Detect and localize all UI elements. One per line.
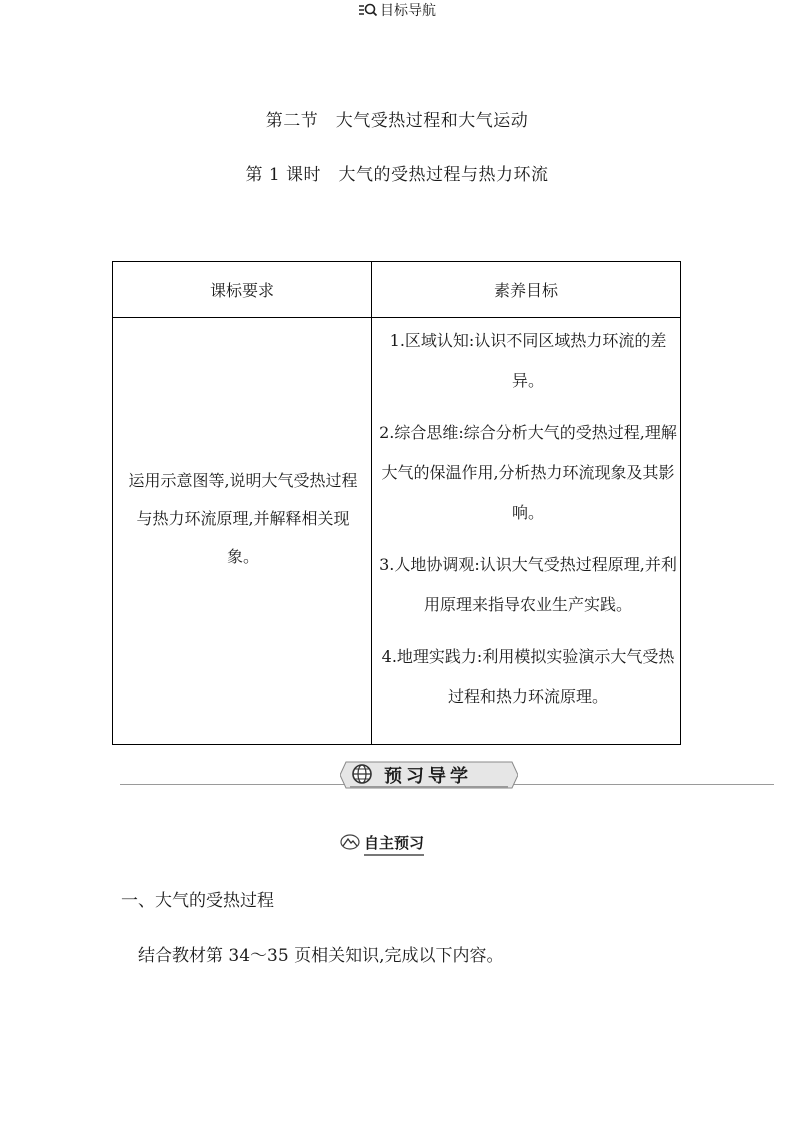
- goals-cell: [377, 321, 679, 729]
- requirement-cell: 运用示意图等,说明大气受热过程与热力环流原理,并解释相关现象。: [128, 471, 358, 566]
- table-header-requirements: 课标要求: [209, 281, 274, 300]
- mountain-icon: [340, 834, 360, 854]
- goal-item: 3.人地协调观:认识大气受热过程原理,并利用原理来指导农业生产实践。: [379, 555, 677, 614]
- self-study-label: 自主预习: [364, 832, 424, 856]
- curriculum-table: [112, 261, 681, 745]
- lesson-title: 第 1 课时 大气的受热过程与热力环流: [245, 165, 549, 185]
- globe-icon: [353, 765, 371, 783]
- goal-item: 4.地理实践力:利用模拟实验演示大气受热过程和热力环流原理。: [381, 647, 675, 706]
- goal-item: 1.区域认知:认识不同区域热力环流的差异。: [389, 331, 667, 390]
- magnifier-icon: [358, 3, 378, 17]
- target-navigation-heading: [0, 0, 794, 20]
- self-study-heading: [340, 832, 424, 856]
- target-navigation-label: 目标导航: [380, 3, 436, 19]
- goal-item: 2.综合思维:综合分析大气的受热过程,理解大气的保温作用,分析热力环流现象及其影响。: [379, 423, 677, 522]
- section-title: 第二节 大气受热过程和大气运动: [265, 111, 529, 131]
- instruction-text: 结合教材第 34～35 页相关知识,完成以下内容。: [138, 946, 504, 966]
- preview-banner-label: 预习导学: [384, 766, 472, 787]
- heading-atmospheric-heating: 一、大气的受热过程: [121, 891, 274, 911]
- table-header-goals: 素养目标: [493, 281, 558, 300]
